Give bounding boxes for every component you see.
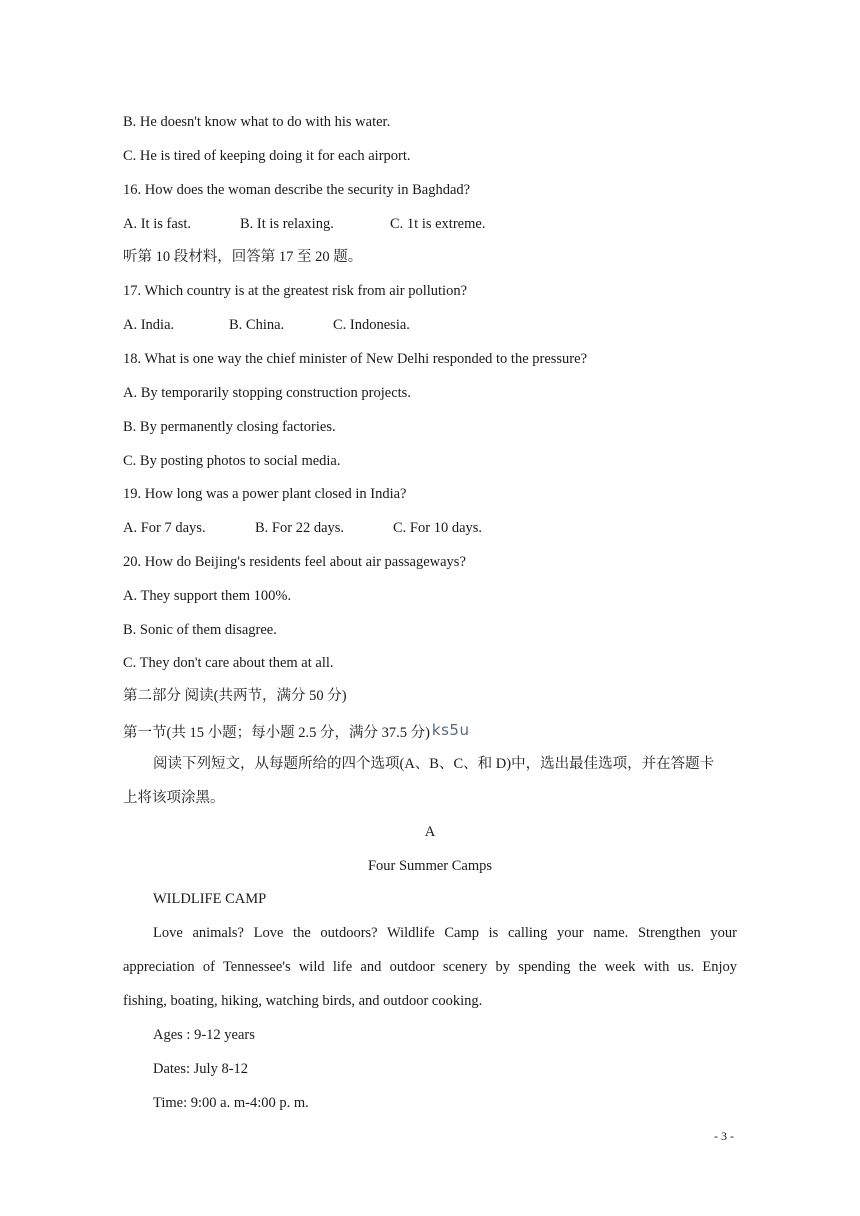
option-20a: A. They support them 100%. xyxy=(123,588,292,604)
passage-letter: A xyxy=(424,824,436,840)
listen-instruction: 听第 10 段材料，回答第 17 至 20 题。 xyxy=(123,249,363,265)
camp-time: Time: 9:00 a. m-4:00 p. m. xyxy=(153,1095,309,1111)
camp-name: WILDLIFE CAMP xyxy=(153,891,267,907)
page-number: - 3 - xyxy=(714,1129,734,1143)
options-19 xyxy=(123,519,482,537)
camp-paragraph-line-2: appreciation of Tennessee's wild life and outdoor scenery by spending the week with us. Enjoy xyxy=(123,959,737,975)
question-19: 19. How long was a power plant closed in India? xyxy=(123,486,407,502)
option-16c: C. 1t is extreme. xyxy=(390,216,486,232)
option-17c: C. Indonesia. xyxy=(333,317,410,333)
option-18a: A. By temporarily stopping construction projects. xyxy=(123,385,411,401)
section-one-heading xyxy=(123,721,469,742)
question-18: 18. What is one way the chief minister of New Delhi responded to the pressure? xyxy=(123,351,587,367)
option-15b: B. He doesn't know what to do with his water. xyxy=(123,114,391,130)
instruction-line-2: 上将该项涂黑。 xyxy=(123,790,225,806)
option-19c: C. For 10 days. xyxy=(393,520,483,536)
question-17: 17. Which country is at the greatest risk from air pollution? xyxy=(123,283,468,299)
question-20: 20. How do Beijing's residents feel about air passageways? xyxy=(123,554,466,570)
camp-dates: Dates: July 8-12 xyxy=(153,1061,249,1077)
section-one-text: 第一节(共 15 小题；每小题 2.5 分，满分 37.5 分) xyxy=(123,725,430,741)
watermark-logo: ks5u xyxy=(431,721,470,739)
instruction-line-1: 阅读下列短文，从每题所给的四个选项(A、B、C、和 D)中，选出最佳选项，并在答题卡 xyxy=(153,756,715,772)
option-17a: A. India. xyxy=(123,317,175,333)
options-16 xyxy=(123,215,485,233)
option-15c: C. He is tired of keeping doing it for each airport. xyxy=(123,148,411,164)
option-20c: C. They don't care about them at all. xyxy=(123,655,334,671)
option-19a: A. For 7 days. xyxy=(123,520,206,536)
option-16b: B. It is relaxing. xyxy=(240,216,334,232)
option-16a: A. It is fast. xyxy=(123,216,192,232)
passage-title: Four Summer Camps xyxy=(367,858,493,874)
camp-paragraph-line-1: Love animals? Love the outdoors? Wildlife Camp is calling your name. Strengthen your xyxy=(153,925,737,941)
option-18b: B. By permanently closing factories. xyxy=(123,419,336,435)
options-17 xyxy=(123,316,410,334)
question-16: 16. How does the woman describe the security in Baghdad? xyxy=(123,182,471,198)
option-17b: B. China. xyxy=(229,317,285,333)
option-18c: C. By posting photos to social media. xyxy=(123,453,341,469)
part-two-heading: 第二部分 阅读(共两节，满分 50 分) xyxy=(123,688,347,704)
camp-ages: Ages : 9-12 years xyxy=(153,1027,255,1043)
camp-paragraph-line-3: fishing, boating, hiking, watching birds, and outdoor cooking. xyxy=(123,993,483,1009)
option-19b: B. For 22 days. xyxy=(255,520,345,536)
option-20b: B. Sonic of them disagree. xyxy=(123,622,277,638)
